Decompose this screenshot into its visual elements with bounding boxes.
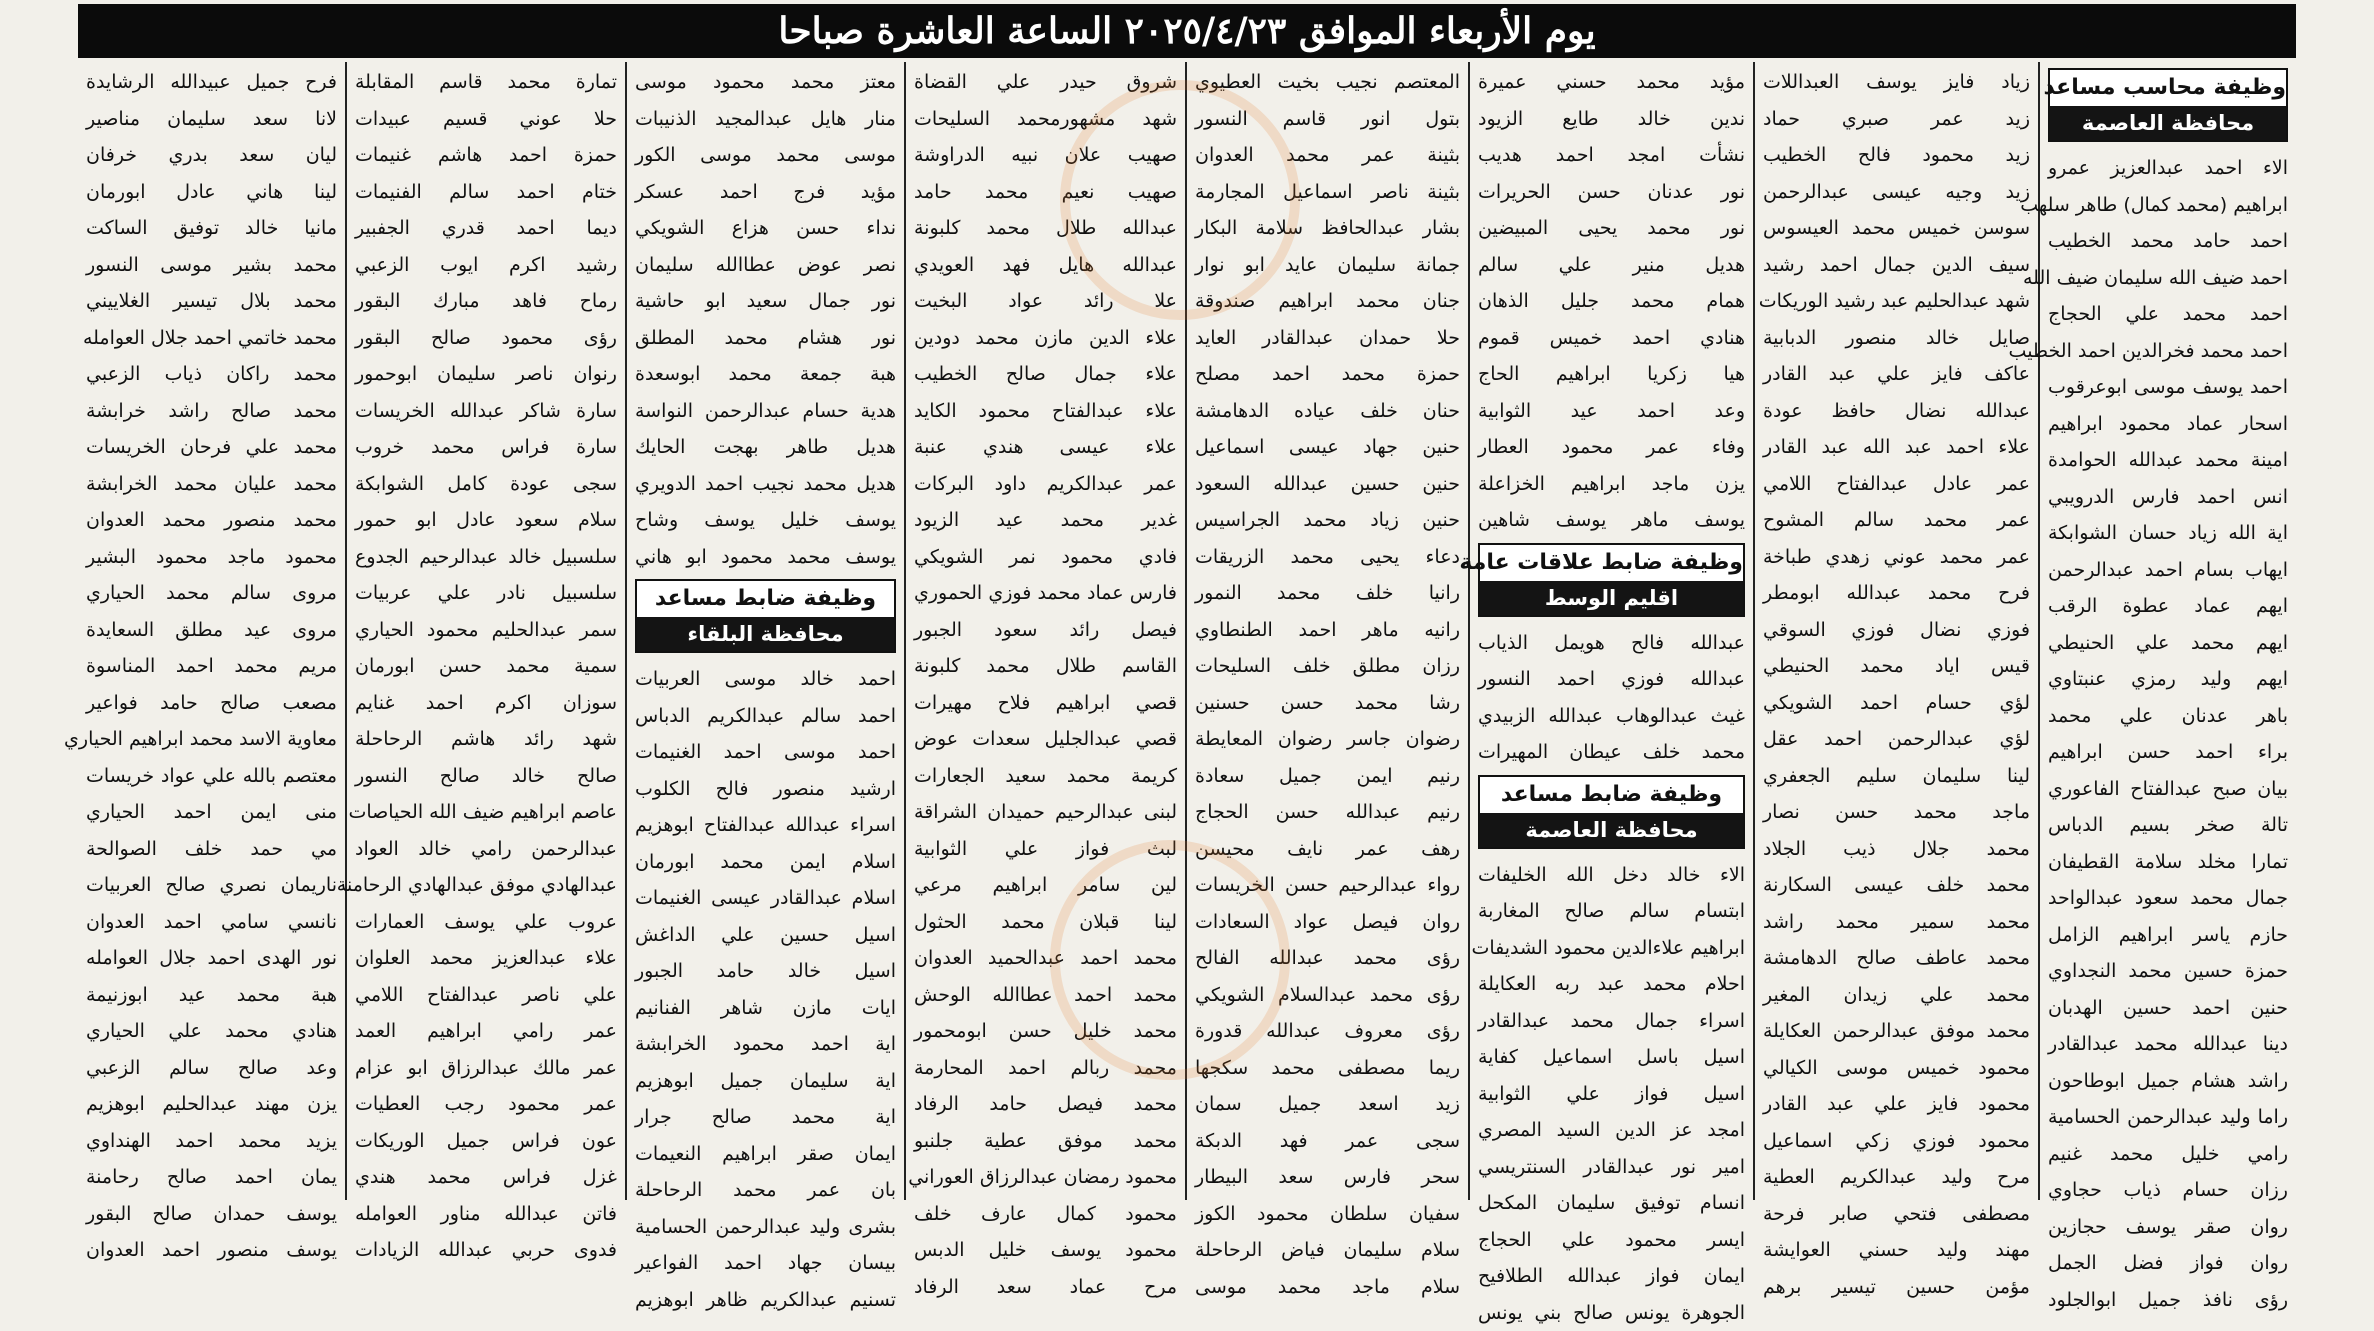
candidate-name: رماح فاهد مبارك البقور <box>355 283 617 320</box>
candidate-name: تالة صخر بسيم الدباس <box>2048 807 2288 844</box>
candidate-name: لبث فواز علي الثوابية <box>914 831 1177 868</box>
candidate-name: علاء جمال صالح الخطيب <box>914 356 1177 393</box>
candidate-name: رشا محمد حسن حسنين <box>1195 685 1460 722</box>
candidate-name: شهد مشهورمحمد السليحات <box>914 101 1177 138</box>
candidate-name: هنادي محمد علي الحياري <box>86 1013 337 1050</box>
candidate-name: احمد موسى احمد الغنيمات <box>635 734 896 771</box>
candidate-name: مروى سالم محمد الحياري <box>86 575 337 612</box>
candidate-name: فادي محمود نمر الشويكي <box>914 539 1177 576</box>
candidate-name: ديما احمد قدري الجفبير <box>355 210 617 247</box>
candidate-name: لؤي حسام احمد الشويكي <box>1763 685 2030 722</box>
section-header <box>2048 68 2288 142</box>
candidate-name: قصي عبدالجليل سعدات عوض <box>914 721 1177 758</box>
candidate-name: رانيا خلف محمد النمور <box>1195 575 1460 612</box>
candidate-name: عمر رامي ابراهيم العمد <box>355 1013 617 1050</box>
candidate-name: موسى محمد موسى الكور <box>635 137 896 174</box>
candidate-name: فرح محمد عبدالله ابومطر <box>1763 575 2030 612</box>
candidate-name: نانسي سامي احمد العدوان <box>86 904 337 941</box>
candidate-name: بيسان جهاد احمد الفواعير <box>635 1245 896 1282</box>
candidate-name: سلام سعود عادل ابو حمور <box>355 502 617 539</box>
candidate-name: عمر عادل عبدالفتاح اللامي <box>1763 466 2030 503</box>
candidate-name: فيصل رائد سعود الجبور <box>914 612 1177 649</box>
candidate-name: رنيم ايمن جميل سعادة <box>1195 758 1460 795</box>
candidate-name: هدية حسام عبدالرحمن النواسة <box>635 393 896 430</box>
candidate-name: محمد منصور محمد العدوان <box>86 502 337 539</box>
candidate-name: صهيب علان نبيه الدراوشة <box>914 137 1177 174</box>
candidate-name: زيد محمود فالح الخطيب <box>1763 137 2030 174</box>
candidate-name: محمود رمضان عبدالرزاق العوراني <box>914 1159 1177 1196</box>
candidate-name: عاصم ابراهيم ضيف الله الحياصات <box>355 794 617 831</box>
names-column <box>1185 62 1468 1200</box>
candidate-name: بيان صبح عبدالفتاح الفاعوري <box>2048 771 2288 808</box>
candidate-name: الاء احمد عبدالعزيز عمرو <box>2048 150 2288 187</box>
candidate-name: محمد ربالم احمد المحارمة <box>914 1050 1177 1087</box>
candidate-name: محمد فيصل حامد الرفاد <box>914 1086 1177 1123</box>
candidate-name: هديل طاهر بهجت الحايك <box>635 429 896 466</box>
candidate-name: محمد خليل حسن ابومحمور <box>914 1013 1177 1050</box>
candidate-name: مروى عيد مطلق السعايدة <box>86 612 337 649</box>
candidate-name: وعد احمد عيد الثوابية <box>1478 393 1745 430</box>
candidate-name: اسلام عبدالقادر عيسى الغنيمات <box>635 880 896 917</box>
candidate-name: ايمان فواز عبدالله الطلافيح <box>1478 1258 1745 1295</box>
candidate-name: فرح جميل عبيدالله الرشايدة <box>86 64 337 101</box>
candidate-name: فارس عماد محمد فوزي الحموري <box>914 575 1177 612</box>
candidate-name: رؤى معروف عبدالله قدورة <box>1195 1013 1460 1050</box>
candidate-name: المعتصم نجيب بخيت العطيوي <box>1195 64 1460 101</box>
candidate-name: ايهاب بسام احمد عبدالرحمن <box>2048 552 2288 589</box>
candidate-name: بثينة عمر محمد العدوان <box>1195 137 1460 174</box>
candidate-name: محمد سمير محمد راشد <box>1763 904 2030 941</box>
candidate-name: فوزي نضال فوزي السوقي <box>1763 612 2030 649</box>
section-header <box>635 579 896 653</box>
candidate-name: رزان حسام ذياب حجاوي <box>2048 1172 2288 1209</box>
candidate-name: نور عدنان حسن الحريرات <box>1478 174 1745 211</box>
candidate-name: القاسم طلال محمد كلبونة <box>914 648 1177 685</box>
candidate-name: لينا هاني عادل ابورمان <box>86 174 337 211</box>
candidate-name: غيث عبدالوهاب عبدالله الزبيدي <box>1478 698 1745 735</box>
candidate-name: علاء احمد عبد الله عبد القادر <box>1763 429 2030 466</box>
candidate-name: هيا زكريا ابراهيم الحاج <box>1478 356 1745 393</box>
candidate-name: رزان مطلق خلف السليحات <box>1195 648 1460 685</box>
names-column <box>2038 62 2296 1200</box>
candidate-name: سحر فارس سعد البيطار <box>1195 1159 1460 1196</box>
candidate-name: وفاء عمر محمود العطار <box>1478 429 1745 466</box>
candidate-name: زيد اسعد جميل سمان <box>1195 1086 1460 1123</box>
candidate-name: يزن مهند عبدالحليم ابوهزيم <box>86 1086 337 1123</box>
candidate-name: عبدالله طلال محمد كلبونة <box>914 210 1177 247</box>
candidate-name: حلا حمدان عبدالقادر العايد <box>1195 320 1460 357</box>
candidate-name: محمود ماجد محمود البشير <box>86 539 337 576</box>
candidate-name: زيد وجيه عيسى عبدالرحمن <box>1763 174 2030 211</box>
section-title: وظيفة ضابط مساعد <box>1480 777 1743 813</box>
candidate-name: لانا سعد سليمان مناصير <box>86 101 337 138</box>
candidate-name: اسراء جمال محمد عبدالقادر <box>1478 1003 1745 1040</box>
candidate-name: مهند وليد حسني العوايشة <box>1763 1232 2030 1269</box>
candidate-name: ندين خالد طايع الزيود <box>1478 101 1745 138</box>
candidate-name: غزل فراس محمد هندي <box>355 1159 617 1196</box>
candidate-name: رضوان جاسر رضوان المعايطة <box>1195 721 1460 758</box>
candidate-name: احمد حامد محمد الخطيب <box>2048 223 2288 260</box>
candidate-name: اسيل فواز علي الثوابية <box>1478 1076 1745 1113</box>
candidate-name: مؤيد فرج احمد عسكر <box>635 174 896 211</box>
candidate-name: محمد علي فرحان الخريسات <box>86 429 337 466</box>
candidate-name: شهد رائد هاشم الرحاحلة <box>355 721 617 758</box>
candidate-name: معتصم بالله علي عواد خريسات <box>86 758 337 795</box>
candidate-name: بشرى وليد عبدالرحمن الحسامية <box>635 1209 896 1246</box>
candidate-name: يوسف محمد محمود ابو هاني <box>635 539 896 576</box>
candidate-name: باهر عدنان علي محمد <box>2048 698 2288 735</box>
candidate-name: دعاء يحيى محمد الزريقات <box>1195 539 1460 576</box>
candidate-name: مؤيد محمد حسني عميرة <box>1478 64 1745 101</box>
candidate-name: رنوان ناصر سليمان ابوحمور <box>355 356 617 393</box>
candidate-name: صهيب نعيم محمد حامد <box>914 174 1177 211</box>
candidate-name: عون فراس جميل الوريكات <box>355 1123 617 1160</box>
candidate-name: محمود خميس موسى الكيالي <box>1763 1050 2030 1087</box>
candidate-name: ايمان صقر ابراهيم النعيمات <box>635 1136 896 1173</box>
section-title: وظيفة ضابط مساعد <box>637 581 894 617</box>
candidate-name: قصي ابراهيم فلاح مهيرات <box>914 685 1177 722</box>
candidate-name: تسنيم عبدالكريم ظاهر ابوهزيم <box>635 1282 896 1319</box>
candidate-name: يزن ماجد ابراهيم الخزاعلة <box>1478 466 1745 503</box>
candidate-name: محمود كمال عارف خلف <box>914 1196 1177 1233</box>
candidate-name: ختام احمد سالم الفنيمات <box>355 174 617 211</box>
section-subtitle: محافظة العاصمة <box>1480 813 1743 847</box>
candidate-name: ريما مصطفى محمد سكجها <box>1195 1050 1460 1087</box>
candidate-name: جمال محمد سعود عبدالواحد <box>2048 880 2288 917</box>
candidate-name: رهف عمر نايف محيسن <box>1195 831 1460 868</box>
candidate-name: لبنى عبدالرحيم حميدان الشراقة <box>914 794 1177 831</box>
names-column <box>625 62 904 1200</box>
candidate-name: رامي خليل محمد غنيم <box>2048 1136 2288 1173</box>
candidate-name: يمان احمد صالح رحامنة <box>86 1159 337 1196</box>
candidate-name: رؤى محمد عبدالسلام الشويكي <box>1195 977 1460 1014</box>
candidate-name: عبدالله نضال حافظ عودة <box>1763 393 2030 430</box>
candidate-name: روان فواز فضل الجمل <box>2048 1245 2288 1282</box>
candidate-name: سلسبيل نادر علي عربيات <box>355 575 617 612</box>
candidate-name: عمر محمد سالم المشوح <box>1763 502 2030 539</box>
candidate-name: سارة فراس محمد خروب <box>355 429 617 466</box>
candidate-name: اية الله زياد حسان الشوابكة <box>2048 515 2288 552</box>
candidate-name: نصر عوض عطاالله سليمان <box>635 247 896 284</box>
candidate-name: محمد احمد عطاالله الوحش <box>914 977 1177 1014</box>
candidate-name: مي حمد خلف الصوالحة <box>86 831 337 868</box>
candidate-name: قيس اياد محمد الحنيطي <box>1763 648 2030 685</box>
candidate-name: عبدالرحمن رامي خالد العواد <box>355 831 617 868</box>
candidate-name: لؤي عبدالرحمن احمد عقل <box>1763 721 2030 758</box>
section-title: وظيفة محاسب مساعد <box>2050 70 2286 106</box>
candidate-name: تمارا مخلد سلامة القطيفان <box>2048 844 2288 881</box>
candidate-name: يوسف حمدان صالح البقور <box>86 1196 337 1233</box>
candidate-name: نور جمال سعيد ابو حاشية <box>635 283 896 320</box>
candidate-name: علاء عبدالفتاح محمود الكايد <box>914 393 1177 430</box>
page-banner: يوم الأربعاء الموافق ٢٠٢٥/٤/٢٣ الساعة العاشرة صباحا <box>78 4 2296 58</box>
names-column <box>1468 62 1753 1200</box>
candidate-name: فاتن عبدالله مناور العوامله <box>355 1196 617 1233</box>
candidate-name: حلا عوني قسيم عبيدات <box>355 101 617 138</box>
candidate-name: محمد عاطف صالح الدهامشة <box>1763 940 2030 977</box>
candidate-name: عبدالله فالح هويمل الذياب <box>1478 625 1745 662</box>
candidate-name: حنين جهاد عيسى اسماعيل <box>1195 429 1460 466</box>
candidate-name: الجوهرة يونس صالح بني يونس <box>1478 1295 1745 1331</box>
candidate-name: سارة شاكر عبدالله الخريسات <box>355 393 617 430</box>
candidate-name: روان صقر يوسف حجازين <box>2048 1209 2288 1246</box>
candidate-name: دينا عبدالله محمد عبدالقادر <box>2048 1026 2288 1063</box>
candidate-name: احمد محمد فخرالدين احمد الخطيب <box>2048 333 2288 370</box>
candidate-name: ماجد محمد حسن نصار <box>1763 794 2030 831</box>
candidate-name: اسيل خالد حامد الجبور <box>635 953 896 990</box>
candidate-name: هديل منير علي سالم <box>1478 247 1745 284</box>
candidate-name: حنين احمد حسين الهدبان <box>2048 990 2288 1027</box>
candidate-name: عبدالله فوزي احمد النسور <box>1478 661 1745 698</box>
candidate-name: ايهم عماد عطوة الرقب <box>2048 588 2288 625</box>
candidate-name: علي ناصر عبدالفتاح اللامي <box>355 977 617 1014</box>
candidate-name: فدوى حربي عبدالله الزيادات <box>355 1232 617 1269</box>
candidate-name: سيف الدين جمال احمد رشيد <box>1763 247 2030 284</box>
candidate-name: محمد خلف عيطان المهيرات <box>1478 734 1745 771</box>
candidate-name: محمد بشير موسى النسور <box>86 247 337 284</box>
candidate-name: صالح خالد صالح النسور <box>355 758 617 795</box>
candidate-name: امينة محمد عبدالله الحوامدة <box>2048 442 2288 479</box>
candidate-name: نشأت امجد احمد هديب <box>1478 137 1745 174</box>
candidate-name: زياد فايز يوسف العبداللات <box>1763 64 2030 101</box>
candidate-name: سمر عبدالحليم محمود الحياري <box>355 612 617 649</box>
candidate-name: صايل خالد منصور الدبابية <box>1763 320 2030 357</box>
candidate-name: سوزان اكرم احمد غنايم <box>355 685 617 722</box>
candidate-name: حازم ياسر ابراهيم الزامل <box>2048 917 2288 954</box>
candidate-name: ليان سعد بدري خرفان <box>86 137 337 174</box>
candidate-name: علا رائد عواد البخيت <box>914 283 1177 320</box>
candidate-name: رؤى نافذ جميل ابوالجلود <box>2048 1282 2288 1319</box>
candidate-name: جنان محمد ابراهيم صندوقة <box>1195 283 1460 320</box>
candidate-name: عمر محمد عوني زهدي طباخة <box>1763 539 2030 576</box>
candidate-name: مانيا خالد توفيق الساكت <box>86 210 337 247</box>
candidate-name: اية سليمان جميل ابوهزيم <box>635 1063 896 1100</box>
candidate-name: ايهم محمد علي الحنيطي <box>2048 625 2288 662</box>
candidate-name: امير نور عبدالقادر السنتريسي <box>1478 1149 1745 1186</box>
candidate-name: محمد عليان محمد الخرابشة <box>86 466 337 503</box>
candidate-name: سجى عودة كامل الشوابكة <box>355 466 617 503</box>
candidate-name: شروق حيدر علي القضاة <box>914 64 1177 101</box>
candidate-name: ايهم وليد رمزي عنبتاوي <box>2048 661 2288 698</box>
candidate-name: سلسبيل خالد عبدالرحيم الجدوع <box>355 539 617 576</box>
candidate-name: اسراء عبدالله عبدالفتاح ابوهزيم <box>635 807 896 844</box>
candidate-name: علاء عبدالعزيز محمد العلوان <box>355 940 617 977</box>
candidate-name: ناريمان نصري صالح العربيات <box>86 867 337 904</box>
section-subtitle: محافظة العاصمة <box>2050 106 2286 140</box>
candidate-name: عاكف فايز علي عبد القادر <box>1763 356 2030 393</box>
candidate-name: محمد بلال تيسير الغلاييني <box>86 283 337 320</box>
section-header <box>1478 543 1745 617</box>
candidate-name: سوسن خميس محمد العيسوس <box>1763 210 2030 247</box>
candidate-name: انس احمد فارس الدرويبي <box>2048 479 2288 516</box>
candidate-name: همام محمد جليل الذهان <box>1478 283 1745 320</box>
candidate-name: حمزة حسين محمد النجداوي <box>2048 953 2288 990</box>
candidate-name: غدير محمد عيد الزيود <box>914 502 1177 539</box>
candidate-name: ايسر محمود علي الحجاج <box>1478 1222 1745 1259</box>
candidate-name: وعد صالح سالم الزعبي <box>86 1050 337 1087</box>
candidate-name: ابتسام سالم صالح المغاربة <box>1478 893 1745 930</box>
candidate-name: شهد عبدالحليم عبد رشيد الوريكات <box>1763 283 2030 320</box>
candidate-name: هديل محمد نجيب احمد الدويري <box>635 466 896 503</box>
candidate-name: سجى عمر فهد الدبكة <box>1195 1123 1460 1160</box>
candidate-name: مصطفى فتحي صابر فرحة <box>1763 1196 2030 1233</box>
candidate-name: مؤمن حسين تيسير برهم <box>1763 1269 2030 1306</box>
candidate-name: رنيم عبدالله حسن الحجاج <box>1195 794 1460 831</box>
candidate-name: جمانة سليمان عايد ابو نوار <box>1195 247 1460 284</box>
candidate-name: علاء عيسى هندي عنبة <box>914 429 1177 466</box>
candidate-name: محمود فايز علي عبد القادر <box>1763 1086 2030 1123</box>
candidate-name: احلام محمد عبد ربه العكايلة <box>1478 966 1745 1003</box>
names-column <box>345 62 625 1200</box>
candidate-name: هبة محمد عيد ابوزنيمة <box>86 977 337 1014</box>
names-column <box>1753 62 2038 1200</box>
candidate-name: الاء خالد دخل الله الخليفات <box>1478 857 1745 894</box>
candidate-name: محمد موفق عبدالرحمن العكايلة <box>1763 1013 2030 1050</box>
candidate-name: اسلام ايمن محمد ابورمان <box>635 844 896 881</box>
candidate-name: نور هشام محمد المطلق <box>635 320 896 357</box>
names-column <box>904 62 1185 1200</box>
candidate-name: احمد سالم عبدالكريم الدباس <box>635 698 896 735</box>
candidate-name: رؤى محمود صالح البقور <box>355 320 617 357</box>
candidate-name: محمد راكان ذياب الزعبي <box>86 356 337 393</box>
candidate-name: اسيل حسين علي الداغش <box>635 917 896 954</box>
candidate-name: ابراهيم (محمد كمال) طاهر سلهب <box>2048 187 2288 224</box>
candidate-name: معاوية الاسد محمد ابراهيم الحياري <box>86 721 337 758</box>
candidate-name: محمد جلال ذيب الجلاد <box>1763 831 2030 868</box>
candidate-name: مريم محمد احمد المناسوة <box>86 648 337 685</box>
candidate-name: روان فيصل عواد السعادات <box>1195 904 1460 941</box>
candidate-name: سمية محمد حسن ابورمان <box>355 648 617 685</box>
candidate-name: زيد عمر صبري حماد <box>1763 101 2030 138</box>
section-subtitle: محافظة البلقاء <box>637 617 894 651</box>
candidate-name: بثينة ناصر اسماعيل المجارمة <box>1195 174 1460 211</box>
candidate-name: هنادي احمد خميس قموم <box>1478 320 1745 357</box>
candidate-name: يوسف خليل يوسف وشاح <box>635 502 896 539</box>
candidate-name: مصعب صالح حامد فواعير <box>86 685 337 722</box>
candidate-name: بان عمر محمد الرحاحلة <box>635 1172 896 1209</box>
candidate-name: محمد موفق عطية جلنبو <box>914 1123 1177 1160</box>
candidate-name: يوسف منصور احمد العدوان <box>86 1232 337 1269</box>
candidate-name: امجد عز الدين السيد المصري <box>1478 1112 1745 1149</box>
candidate-name: لين سامر ابراهيم مرعي <box>914 867 1177 904</box>
candidate-name: سفيان سلطان محمود الكوز <box>1195 1196 1460 1233</box>
candidate-name: عمر مالك عبدالرزاق ابو عزام <box>355 1050 617 1087</box>
candidate-name: رؤى محمد عبدالله الفالح <box>1195 940 1460 977</box>
candidate-name: منى ايمن احمد الحياري <box>86 794 337 831</box>
candidate-name: علاء الدين مازن محمد دودين <box>914 320 1177 357</box>
candidate-name: رواء عبدالرحيم حسن الخريسات <box>1195 867 1460 904</box>
names-column <box>78 62 345 1200</box>
candidate-name: تمارة محمد قاسم المقابلة <box>355 64 617 101</box>
candidate-name: بشار عبدالحافظ سلامة البكار <box>1195 210 1460 247</box>
candidate-name: محمد احمد عبدالحميد العدوان <box>914 940 1177 977</box>
section-subtitle: اقليم الوسط <box>1480 581 1743 615</box>
candidate-name: كريمة محمد سعيد الجعارات <box>914 758 1177 795</box>
candidate-name: محمود يوسف خليل الدبس <box>914 1232 1177 1269</box>
candidate-name: حمزة احمد هاشم غنيمات <box>355 137 617 174</box>
candidate-name: رشيد اكرم ايوب الزعبي <box>355 247 617 284</box>
candidate-name: احمد ضيف الله سليمان ضيف الله <box>2048 260 2288 297</box>
candidate-name: نداء حسن هزاع الشويكي <box>635 210 896 247</box>
candidate-name: احمد خالد موسى العربيات <box>635 661 896 698</box>
candidate-name: عبدالهادي موفق عبدالهادي الرحامنة <box>355 867 617 904</box>
candidate-name: مرح وليد عبدالكريم العطية <box>1763 1159 2030 1196</box>
candidate-name: نور الهدى احمد جلال العوامله <box>86 940 337 977</box>
candidate-name: اسيل باسل اسماعيل كفاية <box>1478 1039 1745 1076</box>
candidate-name: براء احمد حسن ابراهيم <box>2048 734 2288 771</box>
candidate-name: نور محمد يحيى المبيضين <box>1478 210 1745 247</box>
candidate-name: سلام سليمان فياض الرحاحلة <box>1195 1232 1460 1269</box>
candidate-name: يزيد محمد احمد الهنداوي <box>86 1123 337 1160</box>
candidate-name: محمد خلف عيسى السكارنة <box>1763 867 2030 904</box>
candidate-name: محمد علي زيدان المغير <box>1763 977 2030 1014</box>
candidate-name: لينا قبلان محمد الحثول <box>914 904 1177 941</box>
candidate-name: سلام ماجد محمد موسى <box>1195 1269 1460 1306</box>
section-title: وظيفة ضابط علاقات عامة <box>1480 545 1743 581</box>
candidate-name: بتول انور قاسم النسور <box>1195 101 1460 138</box>
candidate-name: رانيه ماهر احمد الطنطاوي <box>1195 612 1460 649</box>
candidate-name: عروب علي يوسف العمارات <box>355 904 617 941</box>
candidate-name: يوسف ماهر يوسف شاهين <box>1478 502 1745 539</box>
section-header <box>1478 775 1745 849</box>
candidate-name: هبة جمعة محمد ابوسعدة <box>635 356 896 393</box>
candidate-name: عبدالله هايل فهد العويدي <box>914 247 1177 284</box>
candidate-name: منار هايل عبدالمجيد الذنيبات <box>635 101 896 138</box>
candidate-name: احمد محمد علي الحجاج <box>2048 296 2288 333</box>
candidate-name: ابراهيم علاءالدين محمود الشديفات <box>1478 930 1745 967</box>
candidate-name: حمزة محمد احمد مصلح <box>1195 356 1460 393</box>
candidate-name: محمد خاتمي احمد جلال العوامله <box>86 320 337 357</box>
candidate-name: اية احمد محمود الخرابشة <box>635 1026 896 1063</box>
candidate-name: لينا سليمان سليم الجعفري <box>1763 758 2030 795</box>
candidate-name: حنان خلف عياده الدهامشة <box>1195 393 1460 430</box>
candidate-name: ايات مازن شاهر الفنانيم <box>635 990 896 1027</box>
candidate-name: محمد صالح راشد خرابشة <box>86 393 337 430</box>
candidate-name: راشد هشام جميل ابوطاحون <box>2048 1063 2288 1100</box>
candidate-name: معتز محمد محمود موسى <box>635 64 896 101</box>
candidate-name: محمود فوزي زكي اسماعيل <box>1763 1123 2030 1160</box>
candidate-name: انسام توفيق سليمان المكحل <box>1478 1185 1745 1222</box>
candidate-name: عمر محمود رجب العطيات <box>355 1086 617 1123</box>
candidate-name: ارشيد منصور فالح الكلوب <box>635 771 896 808</box>
candidate-name: راما وليد عبدالرحمن الحسامية <box>2048 1099 2288 1136</box>
candidate-name: اسحار عماد محمود ابراهيم <box>2048 406 2288 443</box>
candidate-name: حنين حسين عبدالله السعود <box>1195 466 1460 503</box>
candidate-name: مرح عماد سعد الرفاد <box>914 1269 1177 1306</box>
candidate-name: اية محمد صالح جرار <box>635 1099 896 1136</box>
candidate-name: احمد يوسف موسى ابوعرقوب <box>2048 369 2288 406</box>
candidate-name: عمر عبدالكريم داود البركات <box>914 466 1177 503</box>
candidate-name: حنين زياد محمد الجراسيس <box>1195 502 1460 539</box>
